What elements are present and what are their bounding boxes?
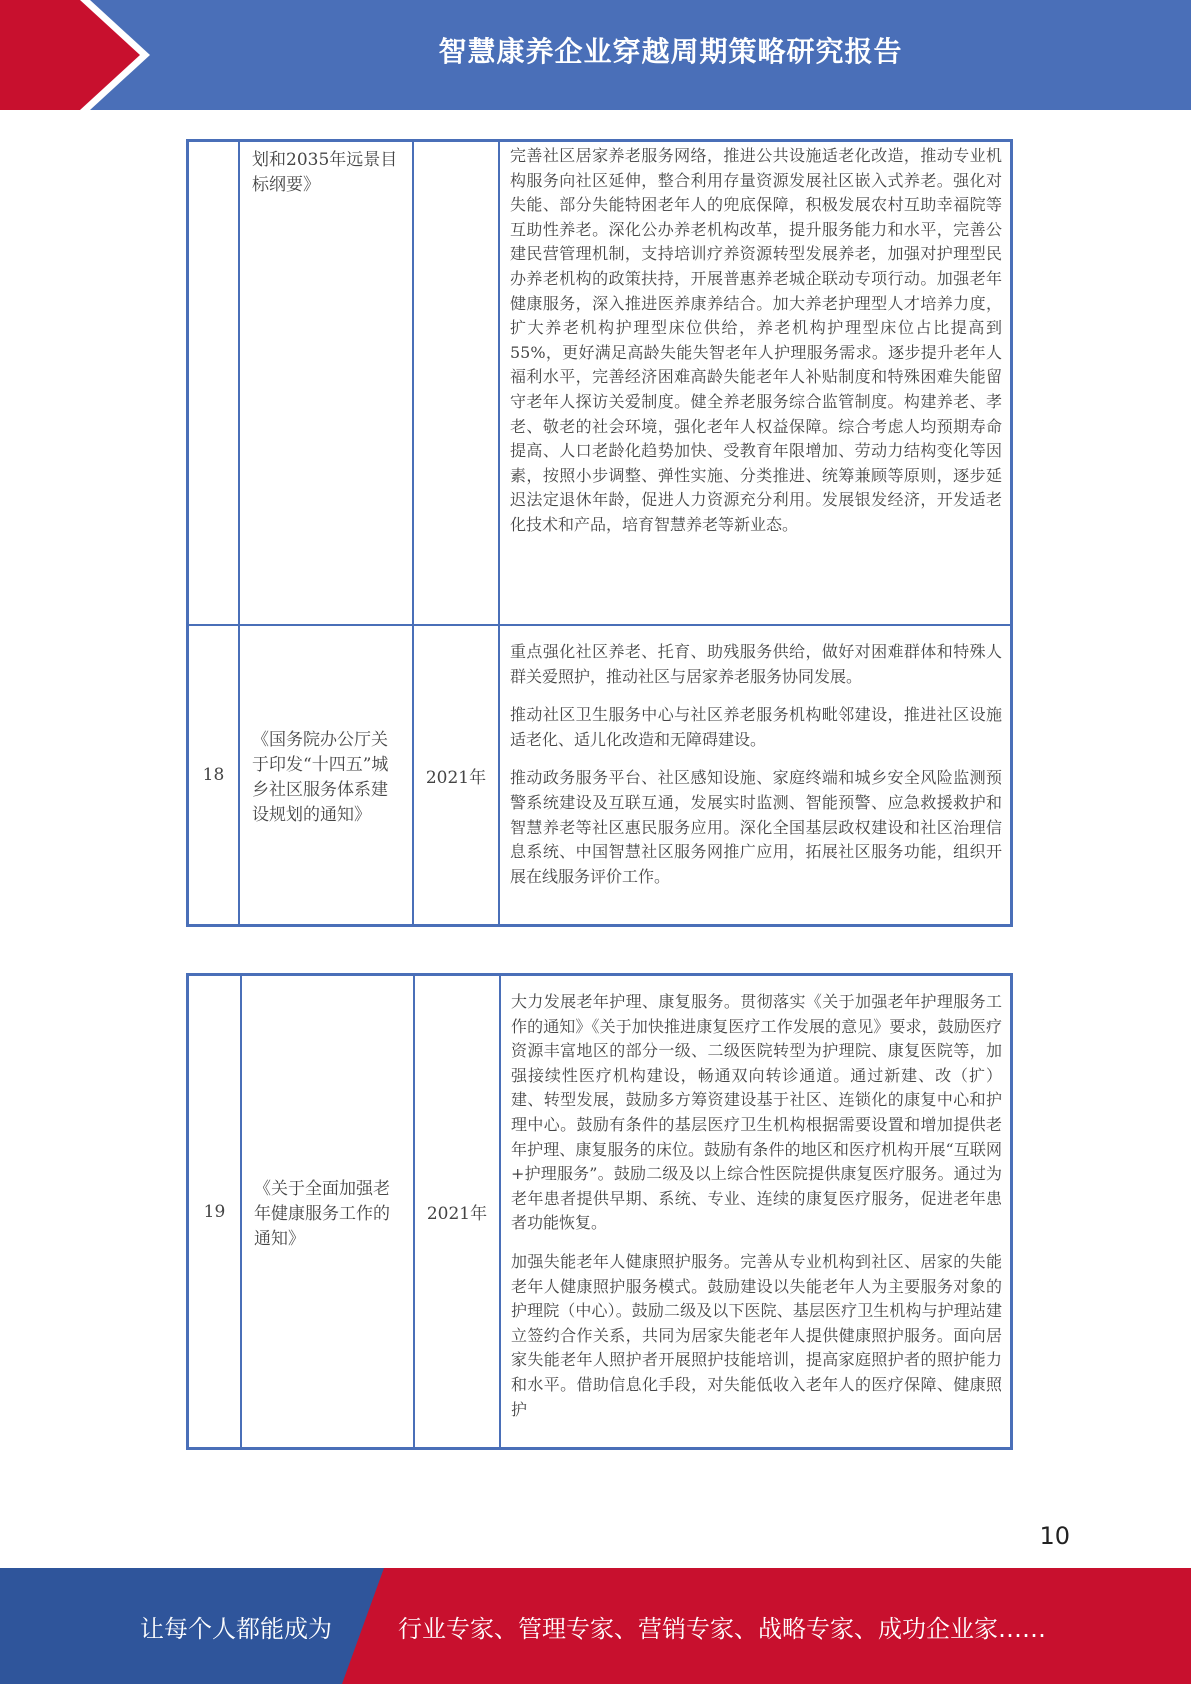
row-number [189,142,238,624]
content-paragraph: 重点强化社区养老、托育、助残服务供给，做好对困难群体和特殊人群关爱照护，推动社区与居家养老服务协同发展。 [510,642,1002,686]
report-title: 智慧康养企业穿越周期策略研究报告 [438,35,903,68]
content-paragraph: 完善社区居家养老服务网络，推进公共设施适老化改造，推动专业机构服务向社区延伸，整合利用存量资源发展社区嵌入式养老。强化对失能、部分失能特困老年人的兜底保障，积极发展农村互助幸福院等互助性养老。深化公办养老机构改革，提升服务能力和水平，完善公建民营管理机制，支持培训疗养资源转型发展养老，加强对护理型民办养老机构的政策扶持，开展普惠养老城企联动专项行动。加强老年健康服务，深入推进医养康养结合。加大养老护理型人才培养力度，扩大养老机构护理型床位供给，养老机构护理型床位占比提高到55%，更好满足高龄失能失智老年人护理服务需求。逐步提升老年人福利水平，完善经济困难高龄失能老年人补贴制度和特殊困难失能留守老年人探访关爱制度。健全养老服务综合监管制度。构建养老、孝老、敬老的社会环境，强化老年人权益保障。综合考虑人均预期寿命提高、人口老龄化趋势加快、受教育年限增加、劳动力结构变化等因素，按照小步调整、弹性实施、分类推进、统筹兼顾等原则，逐步延迟法定退休年龄，促进人力资源充分利用。发展银发经济，开发适老化技术和产品，培育智慧养老等新业态。 [510,146,1002,534]
policy-table-2 [186,973,1013,1450]
content-paragraph: 大力发展老年护理、康复服务。贯彻落实《关于加强老年护理服务工作的通知》《关于加快推进康复医疗工作发展的意见》要求，鼓励医疗资源丰富地区的部分一级、二级医院转型为护理院、康复医院等，加强接续性医疗机构建设，畅通双向转诊通道。通过新建、改（扩）建、转型发展，鼓励多方筹资建设基于社区、连锁化的康复中心和护理中心。鼓励有条件的基层医疗卫生机构根据需要设置和增加提供老年护理、康复服务的床位。鼓励有条件的地区和医疗机构开展“互联网+护理服务”。鼓励二级及以上综合性医院提供康复医疗服务。通过为老年患者提供早期、系统、专业、连续的康复医疗服务，促进老年患者功能恢复。 [511,992,1002,1233]
row-number: 18 [202,765,225,785]
policy-year [414,142,498,624]
policy-title-text: 《关于全面加强老年健康服务工作的通知》 [254,1179,390,1249]
table-row [189,976,1010,1447]
policy-title: 划和2035年远景目标纲要》 [252,150,398,195]
footer-slogan-left: 让每个人都能成为 [140,1614,332,1643]
table-row [189,626,1010,924]
policy-title [240,626,412,924]
footer-slogan-right: 行业专家、管理专家、营销专家、战略专家、成功企业家…… [398,1614,1046,1643]
policy-title [242,976,413,1447]
policy-content [501,976,1010,1447]
policy-title-text: 《国务院办公厅关于印发“十四五”城乡社区服务体系建设规划的通知》 [252,730,389,825]
row-number: 19 [203,1201,226,1222]
table-row [189,142,1010,624]
policy-content [500,626,1010,924]
page-number: 10 [1039,1522,1070,1550]
content-paragraph: 推动社区卫生服务中心与社区养老服务机构毗邻建设，推进社区设施适老化、适儿化改造和无障碍建设。 [510,705,1002,749]
content-paragraph: 推动政务服务平台、社区感知设施、家庭终端和城乡安全风险监测预警系统建设及互联互通，发展实时监测、智能预警、应急救援救护和智慧养老等社区惠民服务应用。深化全国基层政权建设和社区治理信息系统、中国智慧社区服务网推广应用，拓展社区服务功能，组织开展在线服务评价工作。 [510,768,1002,886]
policy-content [500,142,1010,624]
policy-year: 2021年 [426,1204,488,1224]
header-red-chevron-icon [0,0,150,110]
policy-year: 2021年 [425,767,487,788]
page-footer [0,1568,1191,1684]
policy-table-1 [186,139,1013,927]
page-header [0,0,1191,110]
content-paragraph: 加强失能老年人健康照护服务。完善从专业机构到社区、居家的失能老年人健康照护服务模式。鼓励建设以失能老年人为主要服务对象的护理院（中心）。鼓励二级及以下医院、基层医疗卫生机构与护理站建立签约合作关系，共同为居家失能老年人提供健康照护服务。面向居家失能老年人照护者开展照护技能培训，提高家庭照护者的照护能力和水平。借助信息化手段，对失能低收入老年人的医疗保障、健康照护 [511,1251,1002,1419]
